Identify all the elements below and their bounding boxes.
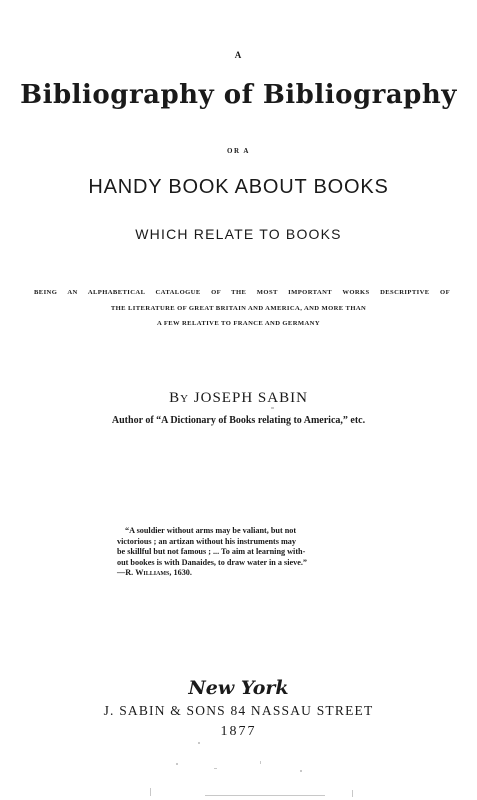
author-credit: Author of “A Dictionary of Books relating to America,” etc. [111, 415, 366, 426]
by-word: By [169, 390, 190, 406]
scan-speck [214, 768, 217, 769]
scan-speck [198, 742, 200, 744]
main-title: Bibliography of Bibliography [20, 80, 457, 110]
scan-speck [176, 763, 178, 765]
subtitle-line-1: HANDY BOOK ABOUT BOOKS [88, 176, 389, 198]
author-name: JOSEPH SABIN [193, 390, 308, 406]
epigraph-line: victorious ; an artizan without his instruments may [117, 536, 296, 546]
description-line-2: THE LITERATURE OF GREAT BRITAIN AND AMERICA, AND MORE THAN [110, 305, 367, 312]
subtitle-line-2: WHICH RELATE TO BOOKS [135, 226, 342, 242]
byline [0, 390, 477, 407]
epigraph-attribution: —R. Williams, 1630. [117, 568, 192, 577]
publication-place: New York [188, 677, 289, 699]
epigraph-line: be skillful but not famous ; ... To aim at learning with- [117, 547, 306, 556]
scan-speck [300, 770, 302, 772]
title-article: A [234, 50, 243, 60]
epigraph-line: “A souldier without arms may be valiant, but not [125, 526, 297, 535]
description-line-1: BEING AN ALPHABETICAL CATALOGUE OF THE MOST IMPORTANT WORKS DESCRIPTIVE OF [34, 289, 450, 296]
epigraph-line: out bookes is with Danaides, to draw water in a sieve.” [117, 557, 307, 567]
scan-speck [260, 761, 261, 764]
scan-speck [150, 788, 151, 796]
publication-year: 1877 [220, 724, 257, 739]
description-line-3: A FEW RELATIVE TO FRANCE AND GERMANY [156, 320, 321, 327]
scan-speck [271, 407, 274, 409]
publisher: J. SABIN & SONS 84 NASSAU STREET [103, 703, 374, 718]
or-a-connector: OR A [227, 147, 250, 155]
scan-speck [352, 790, 353, 797]
scan-speck [205, 795, 325, 796]
epigraph [117, 526, 361, 579]
